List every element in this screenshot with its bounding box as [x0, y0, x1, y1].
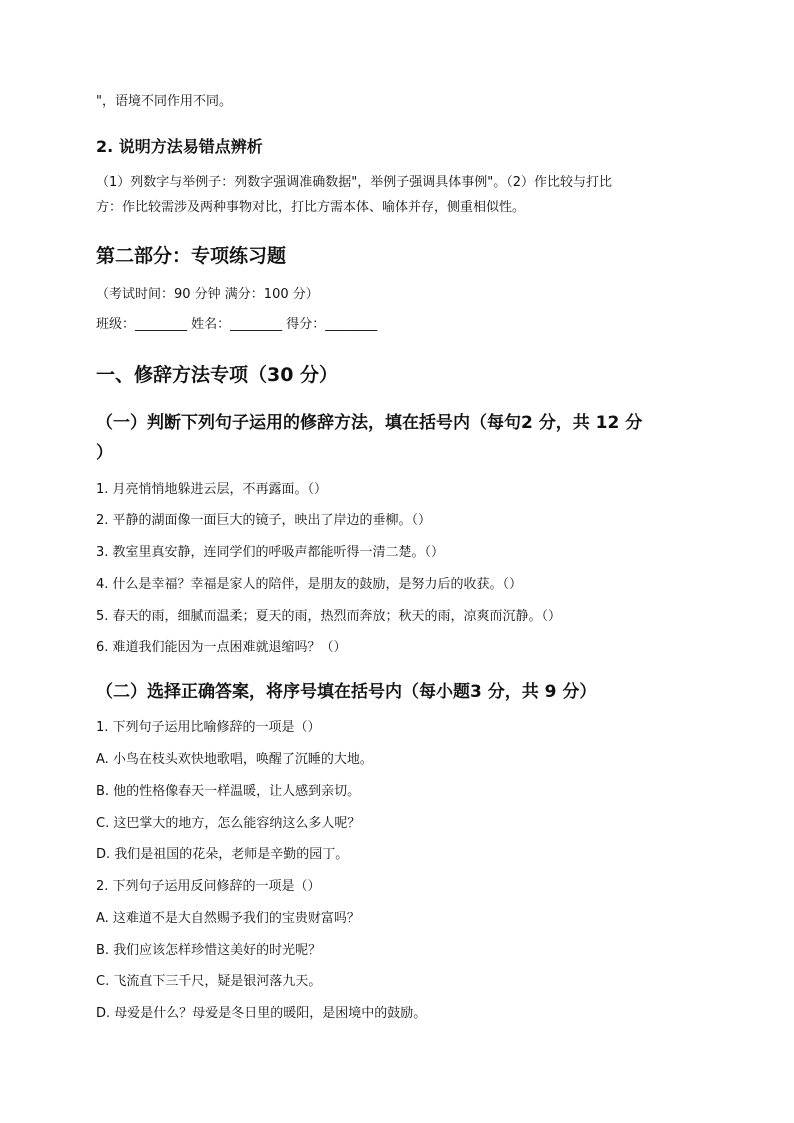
answer-option: C. 飞流直下三千尺，疑是银河落九天。 [96, 974, 322, 989]
question-item: 1. 月亮悄悄地躲进云层，不再露面。（） [96, 482, 328, 497]
answer-option: B. 他的性格像春天一样温暖，让人感到亲切。 [96, 784, 361, 799]
question-stem: 2. 下列句子运用反问修辞的一项是（） [96, 879, 321, 894]
subsection-title-judge: （一）判断下列句子运用的修辞方法，填在括号内（每句2 分，共 12 分 [96, 413, 643, 433]
answer-option: D. 母爱是什么？母爱是冬日里的暖阳，是困境中的鼓励。 [96, 1006, 427, 1021]
answer-option: A. 这难道不是大自然赐予我们的宝贵财富吗？ [96, 911, 360, 926]
subsection-title-judge-wrap: ） [96, 443, 113, 463]
answer-option: C. 这巴掌大的地方，怎么能容纳这么多人呢？ [96, 816, 361, 831]
question-item: 3. 教室里真安静，连同学们的呼吸声都能听得一清二楚。（） [96, 545, 445, 560]
continuation-text: "，语境不同作用不同。 [96, 94, 232, 109]
paragraph-line: （1）列数字与举例子：列数字强调准确数据"，举例子强调具体事例"。（2）作比较与打比 [96, 175, 613, 190]
student-info-fill-line: 班级：________ 姓名：________ 得分：________ [96, 317, 378, 332]
answer-option: A. 小鸟在枝头欢快地歌唱，唤醒了沉睡的大地。 [96, 752, 373, 767]
section-heading-explanation-methods: 2. 说明方法易错点辨析 [96, 137, 263, 156]
subsection-title-choice: （二）选择正确答案，将序号填在括号内（每小题3 分，共 9 分） [96, 682, 597, 702]
question-item: 6. 难道我们能因为一点困难就退缩吗？（） [96, 640, 347, 655]
question-stem: 1. 下列句子运用比喻修辞的一项是（） [96, 720, 321, 735]
part-title: 第二部分：专项练习题 [96, 245, 287, 267]
answer-option: D. 我们是祖国的花朵，老师是辛勤的园丁。 [96, 847, 349, 862]
exam-info: （考试时间：90 分钟 满分：100 分） [96, 287, 319, 302]
question-item: 5. 春天的雨，细腻而温柔；夏天的雨，热烈而奔放；秋天的雨，凉爽而沉静。（） [96, 609, 562, 624]
section-title-rhetoric: 一、修辞方法专项（30 分） [96, 364, 339, 386]
question-item: 4. 什么是幸福？幸福是家人的陪伴，是朋友的鼓励，是努力后的收获。（） [96, 577, 523, 592]
answer-option: B. 我们应该怎样珍惜这美好的时光呢？ [96, 943, 322, 958]
paragraph-line: 方：作比较需涉及两种事物对比，打比方需本体、喻体并存，侧重相似性。 [96, 200, 526, 215]
question-item: 2. 平静的湖面像一面巨大的镜子，映出了岸边的垂柳。（） [96, 513, 432, 528]
